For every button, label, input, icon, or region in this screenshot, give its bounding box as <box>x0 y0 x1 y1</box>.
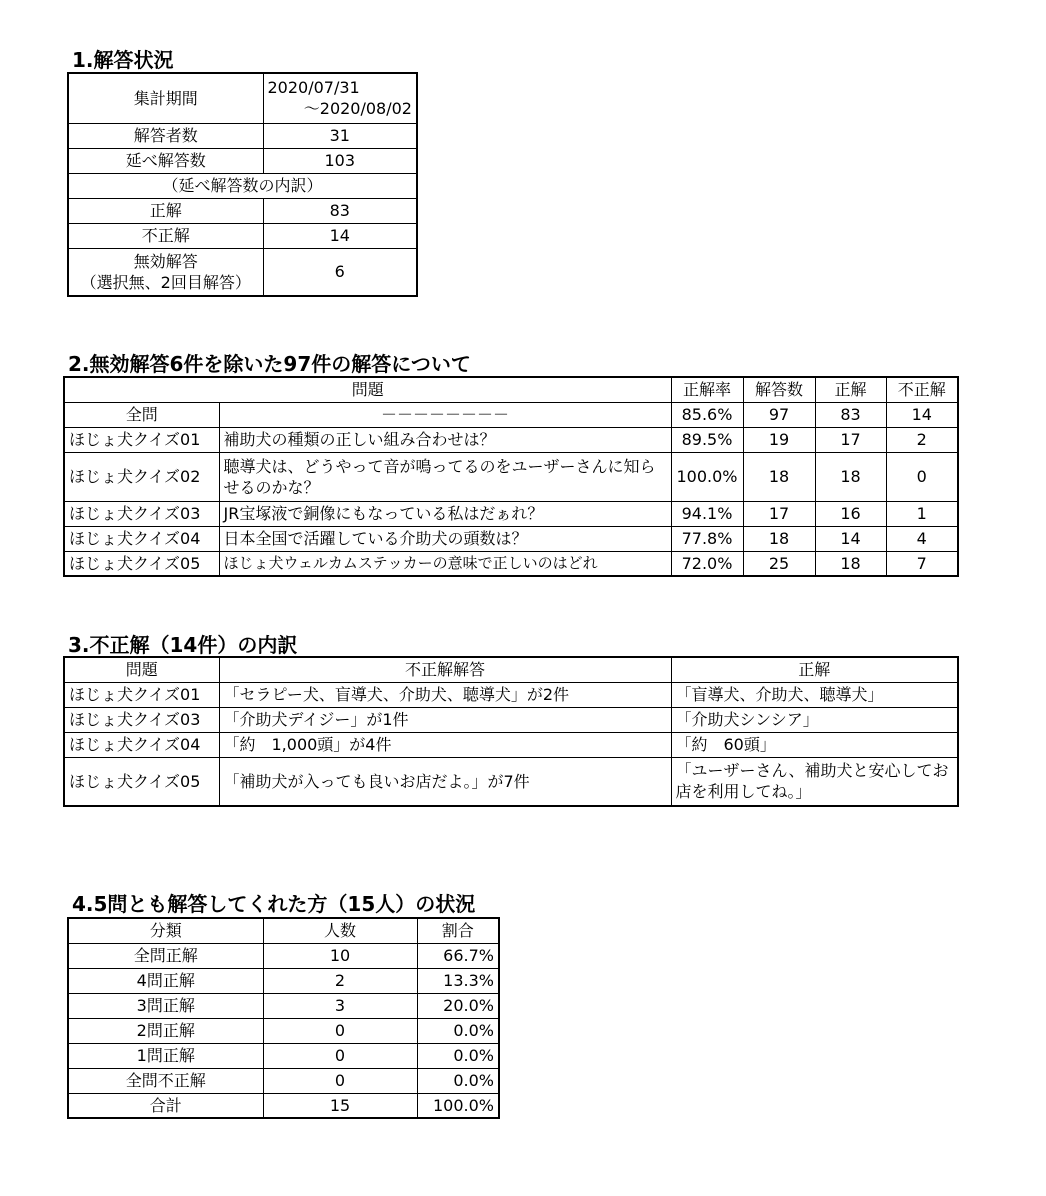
count: 15 <box>263 1093 417 1118</box>
correct-label: 正解 <box>68 198 263 223</box>
quiz-correct: 16 <box>815 501 886 526</box>
total-answers-value: 103 <box>263 148 417 173</box>
count: 10 <box>263 943 417 968</box>
table-row <box>64 707 958 732</box>
header-rate: 正解率 <box>671 377 743 402</box>
quiz-question: 日本全国で活躍している介助犬の頭数は？ <box>219 526 671 551</box>
table-header-row <box>64 377 958 402</box>
quiz-id: ほじょ犬クイズ03 <box>64 707 219 732</box>
quiz-id: ほじょ犬クイズ04 <box>64 526 219 551</box>
category: 2問正解 <box>68 1018 263 1043</box>
quiz-id: 全問 <box>64 402 219 427</box>
table-row <box>68 248 417 296</box>
table-row <box>64 526 958 551</box>
table-row <box>64 732 958 757</box>
table-row <box>68 1043 499 1068</box>
wrong-answer: 「補助犬が入っても良いお店だよ。」が7件 <box>219 757 671 806</box>
quiz-id: ほじょ犬クイズ04 <box>64 732 219 757</box>
category: 1問正解 <box>68 1043 263 1068</box>
quiz-answers: 17 <box>743 501 815 526</box>
quiz-correct: 17 <box>815 427 886 452</box>
total-answers-label: 延べ解答数 <box>68 148 263 173</box>
correct-answer: 「約 60頭」 <box>671 732 958 757</box>
ratio: 0.0% <box>417 1018 499 1043</box>
count: 0 <box>263 1068 417 1093</box>
quiz-answers: 18 <box>743 526 815 551</box>
quiz-answers: 25 <box>743 551 815 576</box>
count: 0 <box>263 1018 417 1043</box>
period-value-start: 2020/07/31 <box>267 78 360 98</box>
invalid-label-line2: （選択無、2回目解答） <box>80 272 251 292</box>
category: 4問正解 <box>68 968 263 993</box>
header-question: 問題 <box>64 657 219 682</box>
header-incorrect: 不正解 <box>886 377 958 402</box>
invalid-value: 6 <box>263 248 417 296</box>
table-row <box>68 148 417 173</box>
period-value <box>263 73 417 123</box>
table-row <box>68 968 499 993</box>
ratio: 20.0% <box>417 993 499 1018</box>
invalid-label-line1: 無効解答 <box>133 251 198 271</box>
quiz-correct: 18 <box>815 452 886 501</box>
invalid-label <box>68 248 263 296</box>
quiz-id: ほじょ犬クイズ03 <box>64 501 219 526</box>
category: 全問正解 <box>68 943 263 968</box>
table-row <box>68 198 417 223</box>
quiz-rate: 85.6% <box>671 402 743 427</box>
table-row <box>64 452 958 501</box>
table-row <box>64 427 958 452</box>
section1-heading: 1.解答状況 <box>72 48 174 72</box>
quiz-rate: 94.1% <box>671 501 743 526</box>
header-ratio: 割合 <box>417 918 499 943</box>
quiz-question: 補助犬の種類の正しい組み合わせは？ <box>219 427 671 452</box>
quiz-answers: 97 <box>743 402 815 427</box>
correct-answer: 「ユーザーさん、補助犬と安心してお店を利用してね。」 <box>671 757 958 806</box>
section4-heading: 4.5問とも解答してくれた方（15人）の状況 <box>72 892 476 916</box>
header-count: 人数 <box>263 918 417 943</box>
table-row <box>64 757 958 806</box>
quiz-id: ほじょ犬クイズ02 <box>64 452 219 501</box>
wrong-answer: 「セラピー犬、盲導犬、介助犬、聴導犬」が2件 <box>219 682 671 707</box>
table-row <box>68 73 417 123</box>
quiz-rate: 72.0% <box>671 551 743 576</box>
header-question: 問題 <box>64 377 671 402</box>
table-row <box>68 223 417 248</box>
quiz-correct: 83 <box>815 402 886 427</box>
quiz-incorrect: 0 <box>886 452 958 501</box>
table-header-row <box>68 918 499 943</box>
table-row <box>64 402 958 427</box>
incorrect-label: 不正解 <box>68 223 263 248</box>
count: 2 <box>263 968 417 993</box>
wrong-answer: 「介助犬デイジー」が1件 <box>219 707 671 732</box>
table-row <box>68 173 417 198</box>
quiz-incorrect: 7 <box>886 551 958 576</box>
quiz-answers: 19 <box>743 427 815 452</box>
ratio: 66.7% <box>417 943 499 968</box>
respondents-label: 解答者数 <box>68 123 263 148</box>
quiz-correct: 14 <box>815 526 886 551</box>
period-label: 集計期間 <box>68 73 263 123</box>
quiz-id: ほじょ犬クイズ05 <box>64 757 219 806</box>
category: 3問正解 <box>68 993 263 1018</box>
header-category: 分類 <box>68 918 263 943</box>
table-row <box>68 993 499 1018</box>
correct-answer: 「盲導犬、介助犬、聴導犬」 <box>671 682 958 707</box>
quiz-question: ほじょ犬ウェルカムステッカーの意味で正しいのはどれ <box>219 551 671 576</box>
wrong-answer: 「約 1,000頭」が4件 <box>219 732 671 757</box>
quiz-question: －－－－－－－－ <box>219 402 671 427</box>
period-value-end: ～2020/08/02 <box>303 99 412 119</box>
breakdown-label: （延べ解答数の内訳） <box>68 173 417 198</box>
quiz-id: ほじょ犬クイズ01 <box>64 682 219 707</box>
quiz-rate: 100.0% <box>671 452 743 501</box>
ratio: 100.0% <box>417 1093 499 1118</box>
correct-answer: 「介助犬シンシア」 <box>671 707 958 732</box>
answer-status-table <box>67 72 418 297</box>
incorrect-breakdown-table <box>63 656 959 807</box>
category: 合計 <box>68 1093 263 1118</box>
count: 3 <box>263 993 417 1018</box>
table-row <box>64 551 958 576</box>
correct-value: 83 <box>263 198 417 223</box>
quiz-question: 聴導犬は、どうやって音が鳴ってるのをユーザーさんに知らせるのかな？ <box>219 452 671 501</box>
table-row <box>64 682 958 707</box>
quiz-rate: 89.5% <box>671 427 743 452</box>
incorrect-value: 14 <box>263 223 417 248</box>
header-correct-answer: 正解 <box>671 657 958 682</box>
table-row <box>68 943 499 968</box>
quiz-incorrect: 2 <box>886 427 958 452</box>
table-header-row <box>64 657 958 682</box>
respondents-value: 31 <box>263 123 417 148</box>
quiz-id: ほじょ犬クイズ01 <box>64 427 219 452</box>
table-row <box>68 1018 499 1043</box>
header-wrong-answer: 不正解解答 <box>219 657 671 682</box>
table-row <box>68 1093 499 1118</box>
quiz-answers: 18 <box>743 452 815 501</box>
ratio: 13.3% <box>417 968 499 993</box>
quiz-rate: 77.8% <box>671 526 743 551</box>
quiz-id: ほじょ犬クイズ05 <box>64 551 219 576</box>
header-answers: 解答数 <box>743 377 815 402</box>
quiz-results-table <box>63 376 959 577</box>
quiz-question: JR宝塚液で銅像にもなっている私はだぁれ？ <box>219 501 671 526</box>
quiz-incorrect: 4 <box>886 526 958 551</box>
quiz-correct: 18 <box>815 551 886 576</box>
ratio: 0.0% <box>417 1068 499 1093</box>
table-row <box>64 501 958 526</box>
category: 全問不正解 <box>68 1068 263 1093</box>
table-row <box>68 123 417 148</box>
count: 0 <box>263 1043 417 1068</box>
quiz-incorrect: 1 <box>886 501 958 526</box>
header-correct: 正解 <box>815 377 886 402</box>
table-row <box>68 1068 499 1093</box>
section2-heading: 2.無効解答6件を除いた97件の解答について <box>68 352 471 376</box>
quiz-incorrect: 14 <box>886 402 958 427</box>
full-respondents-table <box>67 917 500 1119</box>
ratio: 0.0% <box>417 1043 499 1068</box>
section3-heading: 3.不正解（14件）の内訳 <box>68 633 298 657</box>
